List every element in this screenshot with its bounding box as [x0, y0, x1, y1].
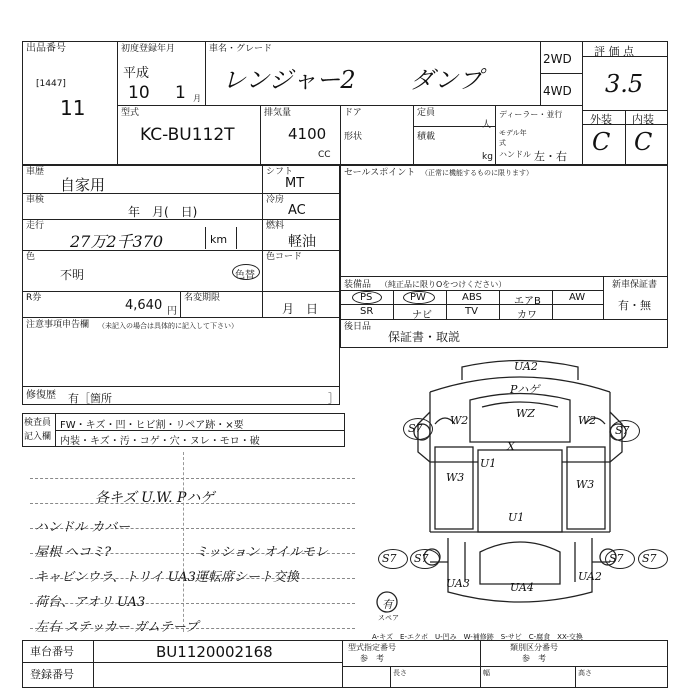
mark-s7-top-left: S7: [408, 422, 423, 435]
equip-tv: TV: [465, 306, 478, 317]
equip-aw: AW: [569, 292, 586, 303]
class-number-label: 類別区分番号: [510, 643, 558, 652]
equip-navi: ナビ: [412, 310, 432, 321]
color-value: 不明: [60, 268, 85, 282]
footer-frame: [22, 640, 668, 688]
color-code-label: 色コード: [266, 252, 303, 262]
mark-w2-right: W2: [578, 414, 597, 427]
mark-u1-lower: U1: [508, 511, 525, 524]
reg-year: 10: [128, 83, 150, 103]
dim-height-label: 高さ: [578, 669, 592, 677]
repair-label: 修復歴: [26, 390, 56, 401]
interior-label: 内装: [632, 113, 654, 126]
mileage-unit: km: [210, 233, 228, 246]
tax-value: 4,640: [125, 298, 163, 313]
equip-abs: ABS: [462, 292, 482, 303]
model-label: 型式: [121, 108, 140, 118]
sales-frame: [340, 165, 668, 348]
chassis-number: BU1120002168: [156, 643, 273, 661]
spare-label: スペア: [378, 614, 399, 622]
sales-point-sub: （正常に機能するものに限ります）: [421, 169, 533, 177]
note-2: ハンドル カバー: [35, 520, 131, 535]
history-value: 自家用: [60, 176, 106, 194]
mark-s7-inner-right: S7: [609, 552, 624, 565]
ac-value: AC: [288, 203, 306, 218]
note-right-2: 運転席シート交換: [195, 570, 300, 585]
grade-value: 3.5: [605, 70, 644, 98]
mark-s7-top-right: S7: [615, 424, 630, 437]
color-label: 色: [26, 252, 36, 262]
first-reg-label: 初度登録年月: [121, 44, 176, 54]
fuel-value: 軽油: [288, 234, 316, 250]
mark-u1-upper: U1: [480, 457, 497, 470]
note-6: 左右 ステッカー ガムテープ: [35, 620, 199, 635]
mark-ua4: UA4: [510, 581, 534, 594]
reg-month-unit: 月: [193, 94, 201, 103]
displacement-label: 排気量: [264, 108, 292, 118]
registration-label: 登録番号: [30, 668, 74, 681]
inspection-value: 年 月( 日): [128, 205, 198, 219]
dim-length-label: 長さ: [393, 669, 407, 677]
mark-s7-inner-left: S7: [414, 552, 429, 565]
load-unit: kg: [482, 152, 493, 162]
interior-grade: C: [634, 128, 653, 156]
warranty-value: 有・無: [618, 299, 651, 312]
lot-label: 出品番号: [26, 43, 66, 54]
model-value: KC-BU112T: [140, 125, 235, 145]
color-change: 色替: [235, 270, 255, 281]
displacement-value: 4100: [288, 125, 327, 143]
equip-leather: カワ: [517, 310, 537, 321]
equip-airbag: エアB: [514, 296, 541, 307]
note-right-1: ミッション オイルモレ: [195, 545, 328, 560]
equip-pw: PW: [410, 292, 426, 303]
mark-ua2-bottom: UA2: [578, 570, 602, 583]
notes-sub: （未記入の場合は具体的に記入して下さい）: [98, 322, 238, 330]
mark-phage: Pハゲ: [510, 383, 540, 396]
lot-small: [1447]: [36, 79, 66, 89]
form-number-ref: 参 考: [360, 654, 384, 663]
sales-point-label: セールスポイント: [344, 168, 416, 178]
vehicle-name: レンジャー2: [222, 66, 356, 94]
mileage-label: 走行: [26, 221, 45, 231]
name-change-value: 月 日: [282, 302, 319, 316]
mark-ua3: UA3: [446, 577, 470, 590]
ac-label: 冷房: [266, 195, 285, 205]
inspector-interior-items: 内装・キズ・汚・コゲ・穴・ヌレ・モロ・破: [60, 436, 260, 447]
shift-label: シフト: [266, 167, 294, 177]
warranty-label: 新車保証書: [612, 280, 658, 290]
inspector-exterior-items: FW・キズ・凹・ヒビ割・リペア跡・×要: [60, 420, 244, 431]
dim-width-label: 幅: [483, 669, 490, 677]
shift-value: MT: [285, 176, 305, 191]
after-value: 保証書・取説: [388, 330, 461, 344]
mark-w3-right: W3: [576, 478, 595, 491]
form-number-label: 型式指定番号: [348, 643, 396, 652]
shape-label: 形状: [344, 132, 363, 142]
mark-x: X: [507, 440, 515, 453]
equipment-sub: （純正品に限りOをつけください）: [380, 280, 507, 289]
details-frame: [22, 165, 340, 405]
capacity-unit: 人: [482, 120, 492, 130]
fuel-label: 燃料: [266, 221, 285, 231]
handle-value: 左・右: [534, 150, 567, 163]
equip-ps: PS: [360, 292, 373, 303]
tax-label: R券: [26, 293, 42, 303]
name-change-label: 名変期限: [184, 293, 221, 303]
equip-sr: SR: [360, 306, 374, 317]
history-label: 車歴: [26, 167, 45, 177]
body-type: ダンプ: [410, 66, 483, 94]
drive-2wd: 2WD: [543, 52, 572, 66]
inspector-label: 検査員: [24, 418, 52, 428]
exterior-label: 外装: [590, 113, 612, 126]
note-5: 荷台、アオリ UA3: [35, 595, 146, 610]
capacity-label: 定員: [417, 108, 436, 118]
mark-wz: WZ: [516, 407, 535, 420]
grade-label: 評 価 点: [594, 45, 634, 58]
lot-number: 11: [60, 96, 86, 120]
load-label: 積載: [417, 132, 436, 142]
handle-label: ハンドル: [499, 150, 531, 159]
note-4: キャビンウラ、トリイ UA3: [35, 570, 196, 585]
class-number-ref: 参 考: [522, 654, 546, 663]
dealer-label: ディーラー・並行: [499, 110, 563, 119]
reg-month: 1: [175, 83, 186, 103]
displacement-unit: CC: [318, 150, 331, 160]
model-year-label: モデル年式: [499, 129, 527, 147]
inspection-label: 車検: [26, 195, 45, 205]
mileage-value: 27万2千370: [70, 232, 164, 251]
mark-w3-left: W3: [446, 471, 465, 484]
inspector-label-2: 記入欄: [24, 432, 52, 442]
vehicle-name-label: 車名・グレード: [209, 44, 273, 54]
mark-spare-yes: 有: [382, 598, 393, 611]
chassis-label: 車台番号: [30, 645, 74, 658]
damage-legend: A-キズ E-エクボ U-凹み W-補修跡 S-サビ C-腐食 XX-交換: [372, 633, 583, 641]
repair-close: ］: [328, 392, 339, 405]
drive-4wd: 4WD: [543, 84, 572, 98]
equipment-label: 装備品: [344, 280, 372, 290]
exterior-grade: C: [592, 128, 611, 156]
mark-s7-outer-right: S7: [642, 552, 657, 565]
mark-w2-left: W2: [450, 414, 469, 427]
note-1: 各キズ U.W. Pハゲ: [95, 490, 215, 506]
after-label: 後日品: [344, 322, 372, 332]
door-label: ドア: [344, 108, 362, 118]
notes-label: 注意事項申告欄: [26, 320, 90, 330]
mark-s7-outer-left: S7: [382, 552, 397, 565]
note-3: 屋根 ヘコミ?: [35, 545, 112, 560]
era: 平成: [123, 66, 150, 81]
mark-ua2-top: UA2: [514, 360, 538, 373]
repair-value: 有［箇所: [68, 392, 112, 405]
tax-unit: 円: [167, 306, 177, 317]
